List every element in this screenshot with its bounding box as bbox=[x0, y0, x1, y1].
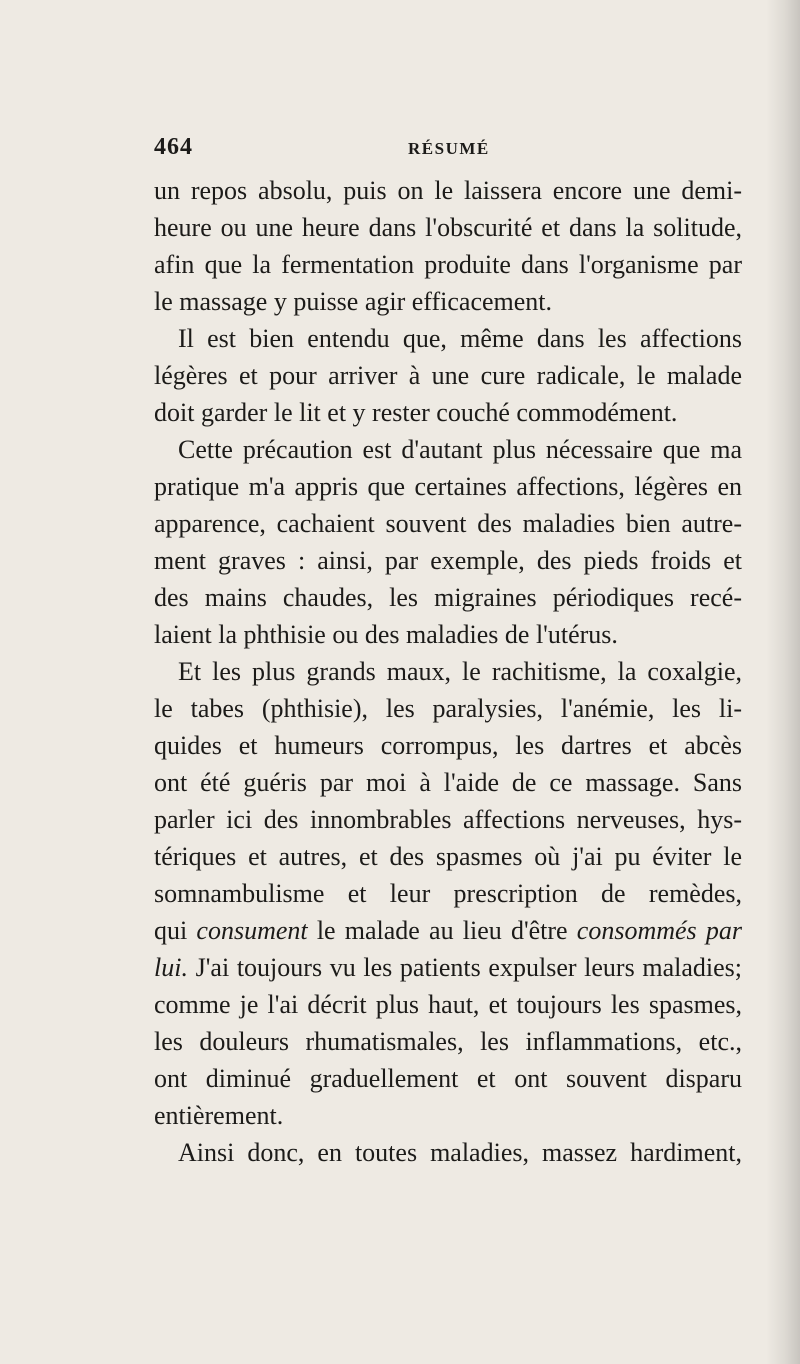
text-line: entièrement. bbox=[154, 1101, 284, 1130]
page-number: 464 bbox=[154, 134, 193, 160]
text-line: somnambulisme et leur prescription de remèdes, bbox=[154, 879, 742, 908]
italic-segment: consument bbox=[196, 916, 308, 945]
italic-segment: consommés par bbox=[576, 916, 742, 945]
text-line: tériques et autres, et des spasmes où j'ai pu éviter le bbox=[154, 842, 742, 871]
text-line: des mains chaudes, les migraines périodiques recé- bbox=[154, 583, 742, 612]
text-line: les douleurs rhumatismales, les inflammations, etc., bbox=[154, 1027, 742, 1056]
text-line: Ainsi donc, en toutes maladies, massez hardiment, bbox=[178, 1138, 742, 1167]
text-line: pratique m'a appris que certaines affections, légères en bbox=[154, 472, 742, 501]
text-line: afin que la fermentation produite dans l'organisme par bbox=[154, 250, 742, 279]
paragraph-4 bbox=[154, 653, 742, 1134]
text-line: ment graves : ainsi, par exemple, des pieds froids et bbox=[154, 546, 742, 575]
paragraph-2 bbox=[154, 320, 742, 431]
paragraph-3 bbox=[154, 431, 742, 653]
paragraph-1 bbox=[154, 172, 742, 320]
text-line: laient la phthisie ou des maladies de l'utérus. bbox=[154, 620, 618, 649]
text-line-mixed bbox=[154, 949, 742, 986]
text-line: légères et pour arriver à une cure radicale, le malade bbox=[154, 361, 742, 390]
page-header bbox=[154, 134, 694, 166]
page-edge-shadow bbox=[766, 0, 800, 1364]
running-head: RÉSUMÉ bbox=[408, 139, 490, 158]
text-line: ont été guéris par moi à l'aide de ce massage. Sans bbox=[154, 768, 742, 797]
text-segment: J'ai toujours vu les patients expulser leurs maladies; bbox=[187, 953, 742, 982]
text-line: comme je l'ai décrit plus haut, et toujours les spasmes, bbox=[154, 990, 742, 1019]
text-line: ont diminué graduellement et ont souvent disparu bbox=[154, 1064, 742, 1093]
paragraph-5 bbox=[154, 1134, 742, 1171]
body-text bbox=[154, 172, 742, 1171]
text-line: le tabes (phthisie), les paralysies, l'anémie, les li- bbox=[154, 694, 742, 723]
text-line: Cette précaution est d'autant plus nécessaire que ma bbox=[178, 435, 742, 464]
text-line: Et les plus grands maux, le rachitisme, la coxalgie, bbox=[178, 657, 742, 686]
italic-segment: lui. bbox=[154, 953, 188, 982]
text-line-mixed bbox=[154, 912, 742, 949]
text-line: parler ici des innombrables affections nerveuses, hys- bbox=[154, 805, 742, 834]
text-line: un repos absolu, puis on le laissera encore une demi- bbox=[154, 176, 742, 205]
text-line: heure ou une heure dans l'obscurité et dans la solitude, bbox=[154, 213, 742, 242]
text-segment: qui bbox=[154, 916, 197, 945]
text-segment: le malade au lieu d'être bbox=[307, 916, 577, 945]
text-line: doit garder le lit et y rester couché commodément. bbox=[154, 398, 678, 427]
text-line: le massage y puisse agir efficacement. bbox=[154, 287, 553, 316]
text-line: quides et humeurs corrompus, les dartres et abcès bbox=[154, 731, 742, 760]
text-line: apparence, cachaient souvent des maladies bien autre- bbox=[154, 509, 742, 538]
text-line: Il est bien entendu que, même dans les affections bbox=[178, 324, 742, 353]
